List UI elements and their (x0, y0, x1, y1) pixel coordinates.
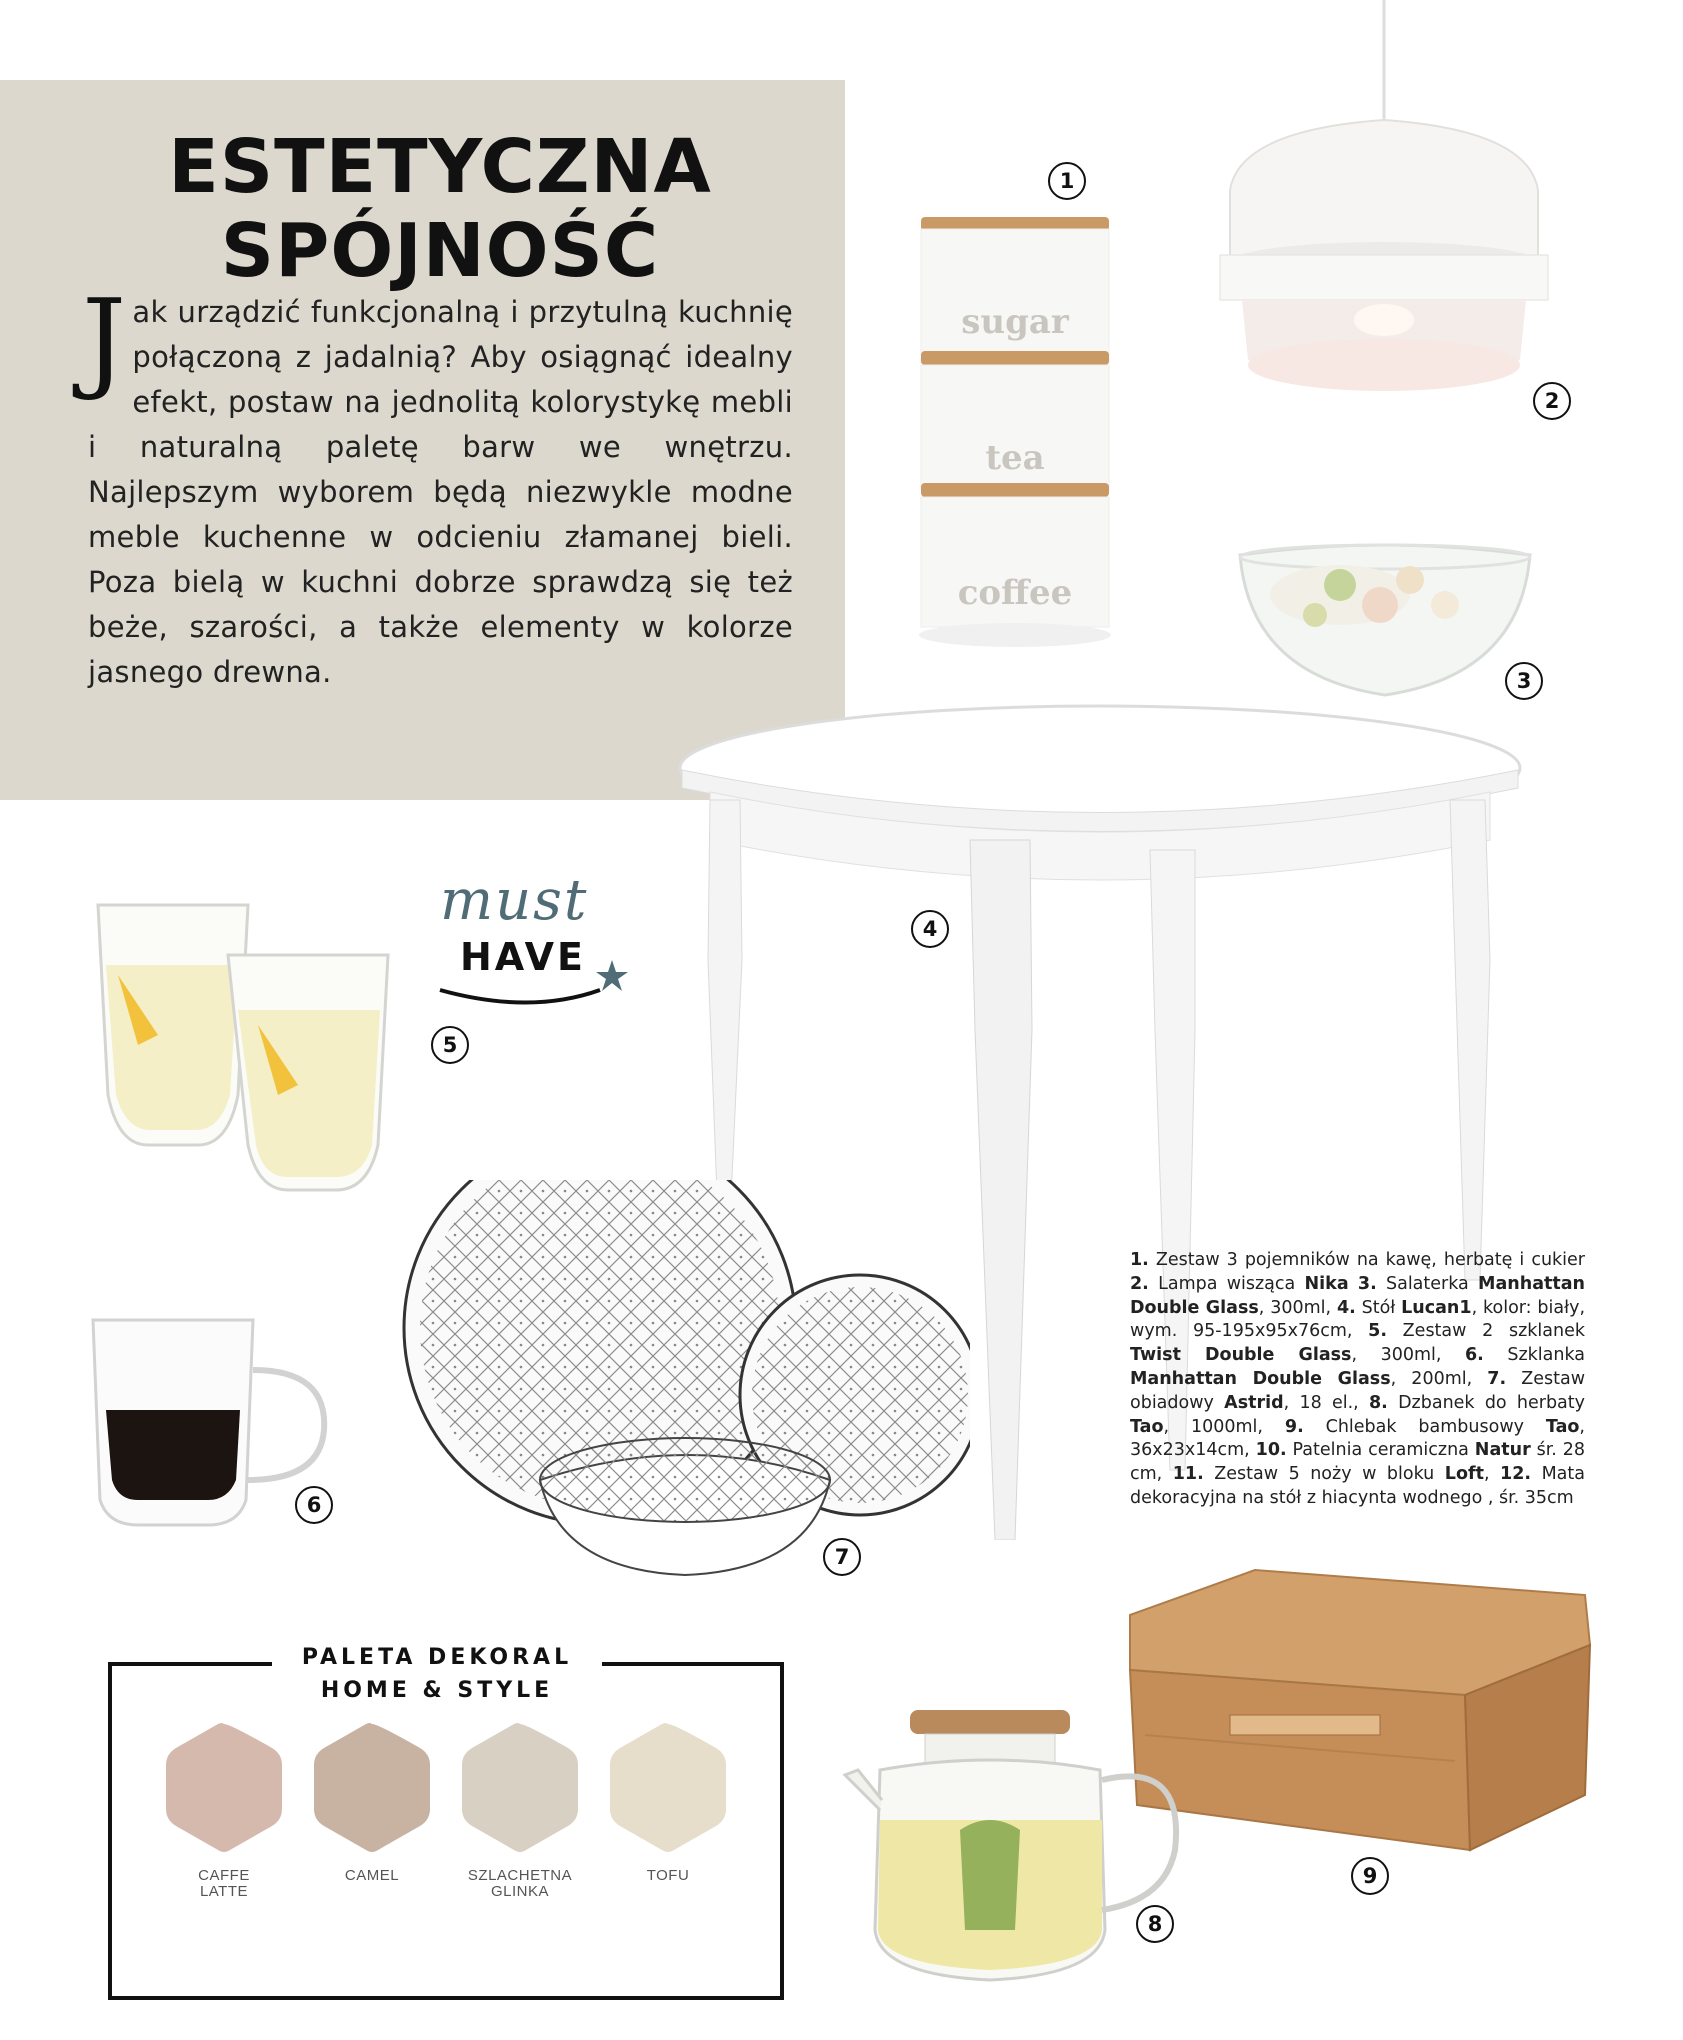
caption-num-12: 12. (1500, 1464, 1532, 1485)
caption-text-6b: , 200ml, (1390, 1368, 1488, 1389)
canister-label-tea: tea (985, 438, 1045, 478)
twist-glasses-image (88, 895, 398, 1195)
swatch-shape-szlachetna-glinka (462, 1723, 578, 1852)
caption-brand-4: Lucan1 (1401, 1297, 1472, 1318)
caption-num-7: 7. (1487, 1368, 1507, 1389)
dinner-set-image (400, 1180, 970, 1580)
palette-title (272, 1641, 602, 1707)
caption-text-1: Zestaw 3 pojemników na kawę, herbatę i cukier (1148, 1250, 1585, 1270)
product-number-9: 9 (1351, 1857, 1389, 1895)
glass-bowl-image (1230, 535, 1540, 705)
product-number-6: 6 (295, 1486, 333, 1524)
swatch-tofu (606, 1720, 730, 1854)
caption-num-9: 9. (1284, 1416, 1304, 1437)
must-have-word: HAVE (460, 935, 586, 979)
product-number-2: 2 (1533, 382, 1571, 420)
caption-text-10b: śr. 28 cm, (1130, 1440, 1586, 1485)
swatch-label-camel (292, 1868, 452, 1884)
swatch-label-line: CAMEL (344, 1867, 400, 1884)
swatch-label-line: GLINKA (490, 1883, 550, 1900)
caption-brand-3: Manhattan Double Glass (1130, 1273, 1585, 1318)
swatch-shape-camel (314, 1723, 430, 1852)
must-have-script: must (440, 868, 589, 933)
canister-label-coffee: coffee (957, 573, 1073, 613)
caption-num-1: 1. (1130, 1250, 1149, 1270)
caption-text-3: Salaterka (1376, 1273, 1479, 1294)
caption-text-7: Zestaw obiadowy (1130, 1368, 1586, 1413)
caption-brand-10: Natur (1474, 1440, 1531, 1461)
intro-paragraph (82, 275, 793, 695)
caption-text-6: Szklanka (1483, 1345, 1585, 1366)
product-number-5: 5 (431, 1026, 469, 1064)
swatch-shape-caffe-latte (166, 1723, 282, 1852)
swatch-label-caffe-latte (144, 1868, 304, 1900)
caption-text-12: Mata dekoracyjna na stół z hiacynta wodnego , śr. 35cm (1130, 1464, 1585, 1508)
caption-text-5: Zestaw 2 szklanek (1386, 1321, 1586, 1342)
drop-cap: J (82, 275, 127, 403)
caption-num-3: 3. (1357, 1273, 1377, 1294)
caption-brand-7: Astrid (1224, 1392, 1284, 1413)
palette-title-line-2: HOME & STYLE (320, 1678, 554, 1703)
swatch-szlachetna-glinka (458, 1720, 582, 1854)
caption-num-5: 5. (1368, 1321, 1387, 1342)
caption-text-4b: , kolor: biały, wym. 95-195x95x76cm, (1130, 1297, 1586, 1342)
product-number-8: 8 (1136, 1905, 1174, 1943)
caption-text-3b: , 300ml, (1258, 1297, 1337, 1318)
product-number-4: 4 (911, 910, 949, 948)
intro-body: ak urządzić funkcjonalną i przytulną kuchnię połączoną z jadalnią? Aby osiągnąć idealny efekt, postaw na jednolitą kolorystykę mebli i naturalną paletę barw we wnętrzu. Najlepszym wyborem będą niezwykle modne meble kuchenne w odcieniu złamanej bieli. Poza bielą w kuchni dobrze sprawdzą się też beże, szarości, a także elementy w kolorze jasnego drewna. (88, 295, 793, 689)
swatch-label-line: TOFU (646, 1867, 690, 1884)
caption-num-2: 2. (1130, 1273, 1149, 1294)
page-title (0, 125, 880, 293)
caption-text-5b: , 300ml, (1351, 1345, 1465, 1366)
caption-brand-8: Tao (1130, 1416, 1164, 1437)
product-number-1: 1 (1048, 162, 1086, 200)
product-caption (1130, 1249, 1585, 1511)
swatch-label-line: CAFFE (198, 1867, 250, 1884)
product-number-7: 7 (823, 1538, 861, 1576)
caption-num-11: 11. (1172, 1464, 1204, 1485)
swatch-shape-tofu (610, 1723, 726, 1852)
caption-brand-11: Loft (1444, 1464, 1484, 1485)
caption-num-6: 6. (1464, 1345, 1484, 1366)
caption-text-9: Chlebak bambusowy (1303, 1416, 1546, 1437)
title-line-2: SPÓJNOŚĆ (220, 208, 660, 294)
caption-num-4: 4. (1336, 1297, 1356, 1318)
caption-text-9b: , 36x23x14cm, (1130, 1416, 1585, 1461)
swatch-label-line: LATTE (199, 1883, 249, 1900)
pendant-lamp-image (1160, 0, 1600, 440)
palette-title-line-1: PALETA DEKORAL (301, 1645, 573, 1670)
title-line-1: ESTETYCZNA (168, 124, 712, 210)
caption-brand-5: Twist Double Glass (1130, 1345, 1352, 1366)
teapot-image (840, 1700, 1200, 1990)
swatch-label-line: SZLACHETNA (467, 1867, 573, 1884)
swatch-camel (310, 1720, 434, 1854)
caption-num-8: 8. (1369, 1392, 1388, 1413)
swatch-caffe-latte (162, 1720, 286, 1854)
canister-label-sugar: sugar (961, 302, 1069, 342)
must-have-decoration (430, 950, 630, 1010)
caption-text-11: Zestaw 5 noży w bloku (1203, 1464, 1445, 1485)
product-number-3: 3 (1505, 662, 1543, 700)
caption-text-11b: , (1483, 1464, 1501, 1485)
caption-text-7b: , 18 el., (1283, 1392, 1369, 1413)
caption-text-2: Lampa wisząca (1148, 1273, 1305, 1294)
caption-text-8: Dzbanek do herbaty (1387, 1392, 1586, 1413)
caption-text-8b: , 1000ml, (1163, 1416, 1285, 1437)
caption-brand-2: Nika (1304, 1273, 1349, 1294)
caption-num-10: 10. (1255, 1440, 1287, 1461)
caption-brand-9: Tao (1545, 1416, 1580, 1437)
caption-text-10: Patelnia ceramiczna (1286, 1440, 1475, 1461)
swatch-label-tofu (588, 1868, 748, 1884)
caption-text-4: Stół (1355, 1297, 1402, 1318)
caption-brand-6: Manhattan Double Glass (1130, 1368, 1391, 1389)
swatch-label-szlachetna-glinka (440, 1868, 600, 1900)
